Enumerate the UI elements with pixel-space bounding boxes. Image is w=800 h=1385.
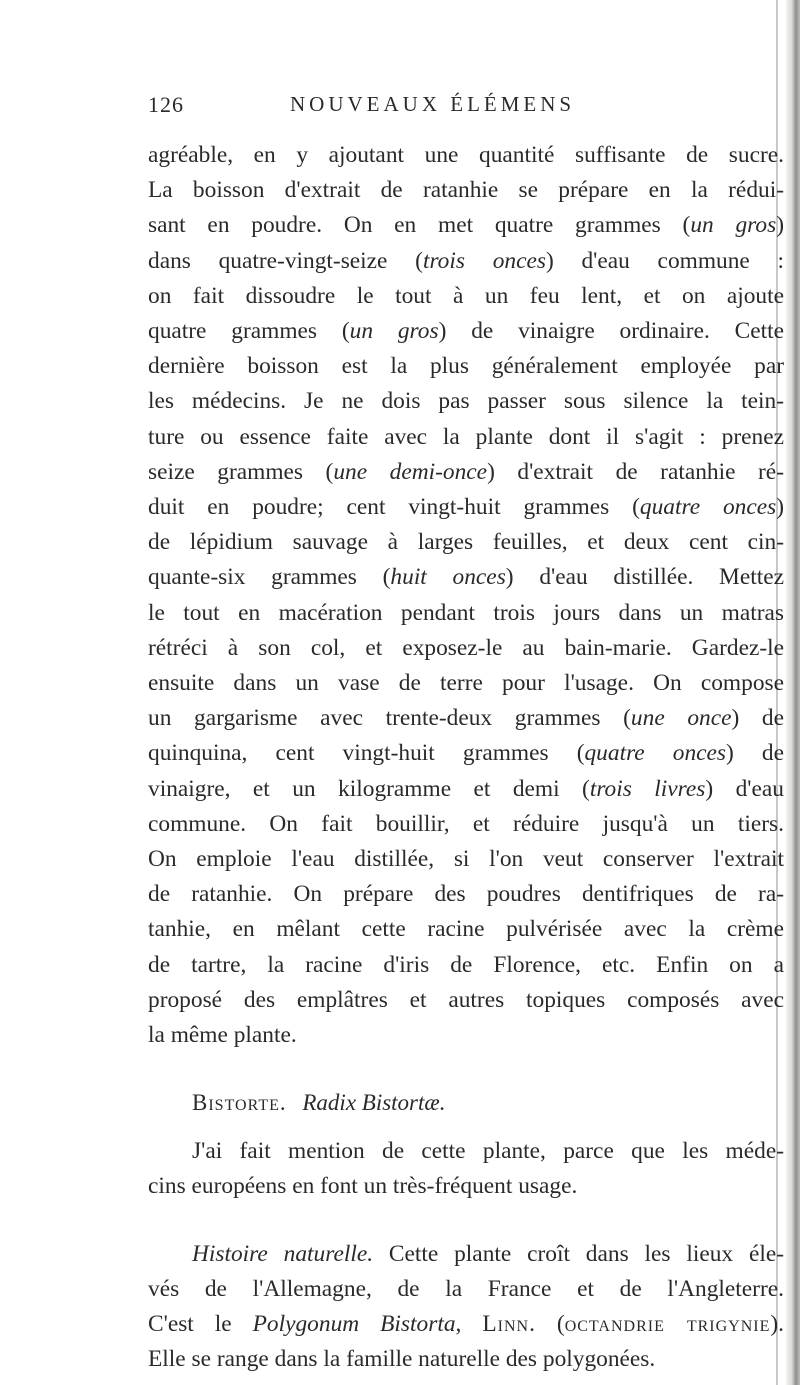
text-line: ture ou essence faite avec la plante dont il s'agit : prenez	[148, 423, 784, 450]
paragraph-histoire-naturelle	[148, 1237, 784, 1378]
heading-latin-name: Radix Bistortæ.	[302, 1090, 446, 1116]
text-line: C'est le Polygonum Bistorta, Linn. (octandrie trigynie).	[148, 1311, 784, 1338]
text-line: ensuite dans un vase de terre pour l'usage. On compose	[148, 670, 784, 697]
text-line: les médecins. Je ne dois pas passer sous silence la tein-	[148, 388, 784, 415]
text-line: on fait dissoudre le tout à un feu lent, et on ajoute	[148, 282, 784, 309]
text-line: dernière boisson est la plus généralement employée par	[148, 353, 784, 380]
text-line: tanhie, en mêlant cette racine pulvérisée avec la crème	[148, 916, 784, 943]
text-block	[148, 138, 784, 1378]
text-line: rétréci à son col, et exposez-le au bain-marie. Gardez-le	[148, 634, 784, 661]
text-line: de tartre, la racine d'iris de Florence, etc. Enfin on a	[148, 951, 784, 978]
text-line: proposé des emplâtres et autres topiques composés avec	[148, 986, 784, 1013]
paragraph-bistorte-intro	[148, 1134, 784, 1204]
page-header	[148, 92, 788, 124]
text-line: de ratanhie. On prépare des poudres dentifriques de ra-	[148, 881, 784, 908]
text-line: J'ai fait mention de cette plante, parce que les méde-	[192, 1138, 784, 1165]
text-line: de lépidium sauvage à larges feuilles, et deux cent cin-	[148, 529, 784, 556]
text-line: un gargarisme avec trente-deux grammes (une once) de	[148, 705, 784, 732]
text-line: seize grammes (une demi-once) d'extrait de ratanhie ré-	[148, 458, 784, 485]
page-number: 126	[148, 92, 184, 117]
text-line: commune. On fait bouillir, et réduire jusqu'à un tiers.	[148, 810, 784, 837]
running-head: NOUVEAUX ÉLÉMENS	[290, 92, 576, 116]
text-line: Elle se range dans la famille naturelle des polygonées.	[148, 1346, 656, 1373]
text-line: vinaigre, et un kilogramme et demi (trois livres) d'eau	[148, 775, 784, 802]
text-line: quinquina, cent vingt-huit grammes (quatre onces) de	[148, 740, 784, 767]
text-line: dans quatre-vingt-seize (trois onces) d'eau commune :	[148, 247, 785, 274]
text-line: quante-six grammes (huit onces) d'eau distillée. Mettez	[148, 564, 784, 591]
page-edge	[786, 0, 800, 1385]
text-line: le tout en macération pendant trois jours dans un matras	[148, 599, 784, 626]
text-line: sant en poudre. On en met quatre grammes (un gros)	[148, 212, 785, 239]
text-line: duit en poudre; cent vingt-huit grammes (quatre onces)	[148, 494, 784, 521]
section-heading	[192, 1085, 784, 1120]
text-line: Histoire naturelle. Cette plante croît dans les lieux éle-	[192, 1240, 785, 1267]
text-line: agréable, en y ajoutant une quantité suffisante de sucre.	[148, 142, 784, 168]
text-line: vés de l'Allemagne, de la France et de l'Angleterre.	[148, 1275, 784, 1302]
text-line: La boisson d'extrait de ratanhie se prépare en la rédui-	[148, 177, 784, 204]
paragraph-gap	[148, 1205, 784, 1237]
text-line: quatre grammes (un gros) de vinaigre ordinaire. Cette	[148, 318, 785, 345]
text-line: cins européens en font un très-fréquent usage.	[148, 1173, 578, 1200]
paragraph-ratanhie	[148, 138, 784, 1053]
text-line: On emploie l'eau distillée, si l'on veut conserver l'extrait	[148, 846, 784, 873]
heading-name: Bistorte.	[192, 1090, 287, 1116]
text-line: la même plante.	[148, 1022, 297, 1049]
